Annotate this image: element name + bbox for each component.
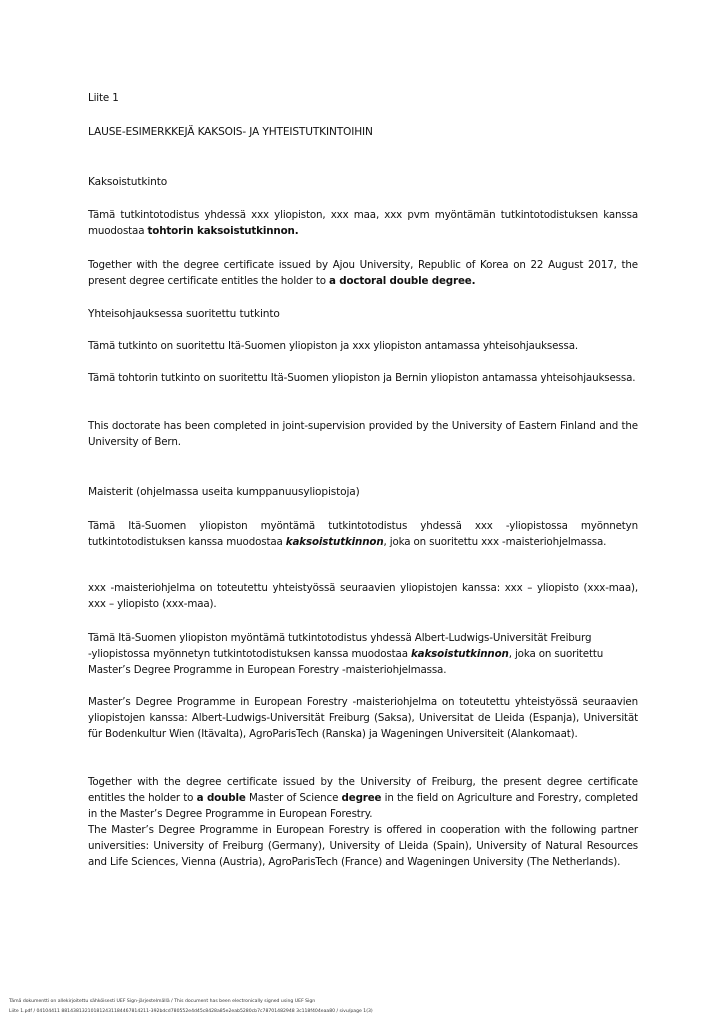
- bold-text: tohtorin kaksoistutkinnon.: [147, 225, 299, 237]
- paragraph-maisterit-en-1: [88, 774, 638, 822]
- paragraph-maisterit-en-2: The Master’s Degree Programme in European Forestry is offered in cooperation with the following partner universities: University of Freiburg (Germany), University of Lleida (Spain), University of Natural Resources and Life Sciences, Vienna (Austria), AgroParisTech (France) and Wageningen University (The Netherlands).: [88, 824, 638, 868]
- paragraph-maisterit-4: Master’s Degree Programme in European Forestry -maisteriohjelma on toteutettu yhteistyössä seuraavien yliopistojen kanssa: Albert-Ludwigs-Universität Freiburg (Saksa), Universitat de Lleida (Espanja), Universität für Bodenkultur Wien (Itävalta), AgroParisTech (Ranska) ja Wageningen Universiteit (Alankomaat).: [88, 696, 638, 740]
- paragraph-text: , joka on suoritettu xxx -maisteriohjelmassa.: [383, 536, 607, 548]
- paragraph-maisterit-2: xxx -maisteriohjelma on toteutettu yhteistyössä seuraavien yliopistojen kanssa: xxx – yliopisto (xxx-maa), xxx – yliopisto (xxx-maa).: [88, 582, 638, 610]
- paragraph-text: -yliopistossa myönnetyn tutkintotodistuksen kanssa muodostaa: [88, 648, 411, 660]
- paragraph-kaksois-fi: [88, 207, 638, 239]
- signature-footer-line-2: Liite 1.pdf / 04104411 881438132101812431184467814211-392bdcd780552e4d45c8428a85e2eab5280cb7c78701482948 3c118f404eaa80 / sivu/page 1(3): [9, 1009, 373, 1014]
- section-heading-maisterit: Maisterit (ohjelmassa useita kumppanuusyliopistoja): [88, 486, 360, 498]
- text-line: Tämä Itä-Suomen yliopiston myöntämä tutkintotodistus yhdessä Albert-Ludwigs-Universität Freiburg: [88, 632, 592, 644]
- bold-text: degree: [341, 792, 382, 804]
- bold-italic-text: kaksoistutkinnon: [410, 648, 509, 660]
- paragraph-yhteis-2: Tämä tohtorin tutkinto on suoritettu Itä-Suomen yliopiston ja Bernin yliopiston antamassa yhteisohjauksessa.: [88, 372, 636, 384]
- section-heading-yhteisohjaus: Yhteisohjauksessa suoritettu tutkinto: [88, 308, 280, 320]
- paragraph-text: Together with the degree certificate issued by the University of Freiburg, the present degree certificate entitles the holder to: [88, 776, 638, 804]
- paragraph-text: Tämä Itä-Suomen yliopiston myöntämä tutkintotodistus yhdessä xxx -yliopistossa myönnetyn tutkintotodistuksen kanssa muodostaa: [88, 520, 638, 548]
- bold-italic-text: kaksoistutkinnon: [285, 536, 384, 548]
- bold-text: a double: [196, 792, 246, 804]
- paragraph-text: Master of Science: [245, 792, 342, 804]
- paragraph-yhteis-en: This doctorate has been completed in joint-supervision provided by the University of Eastern Finland and the University of Bern.: [88, 420, 638, 448]
- paragraph-yhteis-1: Tämä tutkinto on suoritettu Itä-Suomen yliopiston ja xxx yliopiston antamassa yhteisohjauksessa.: [88, 340, 579, 352]
- paragraph-text: in the field on Agriculture and Forestry, completed in the Master’s Degree Programme in European Forestry.: [88, 792, 639, 820]
- bold-text: a doctoral double degree.: [328, 275, 476, 287]
- paragraph-kaksois-en: [88, 257, 638, 289]
- section-heading-kaksoistutkinto: Kaksoistutkinto: [88, 176, 168, 188]
- text-line: Master’s Degree Programme in European Forestry -maisteriohjelmassa.: [88, 664, 447, 676]
- paragraph-maisterit-3: [88, 630, 648, 678]
- paragraph-text: Tämä tutkintotodistus yhdessä xxx yliopiston, xxx maa, xxx pvm myöntämän tutkintotodistuksen kanssa muodostaa: [88, 209, 638, 237]
- document-title: LAUSE-ESIMERKKEJÄ KAKSOIS- JA YHTEISTUTKINTOIHIN: [88, 126, 373, 138]
- paragraph-maisterit-1: [88, 518, 638, 550]
- paragraph-text: Together with the degree certificate issued by Ajou University, Republic of Korea on 22 August 2017, the present degree certificate entitles the holder to: [88, 259, 638, 287]
- text-line: [88, 646, 648, 662]
- signature-footer-line-1: Tämä dokumentti on allekirjoitettu sähköisesti UEF Sign-järjestelmällä / This document has been electronically signed using UEF Sign: [9, 999, 316, 1004]
- paragraph-text: , joka on suoritettu: [508, 648, 604, 660]
- appendix-label: Liite 1: [88, 92, 119, 104]
